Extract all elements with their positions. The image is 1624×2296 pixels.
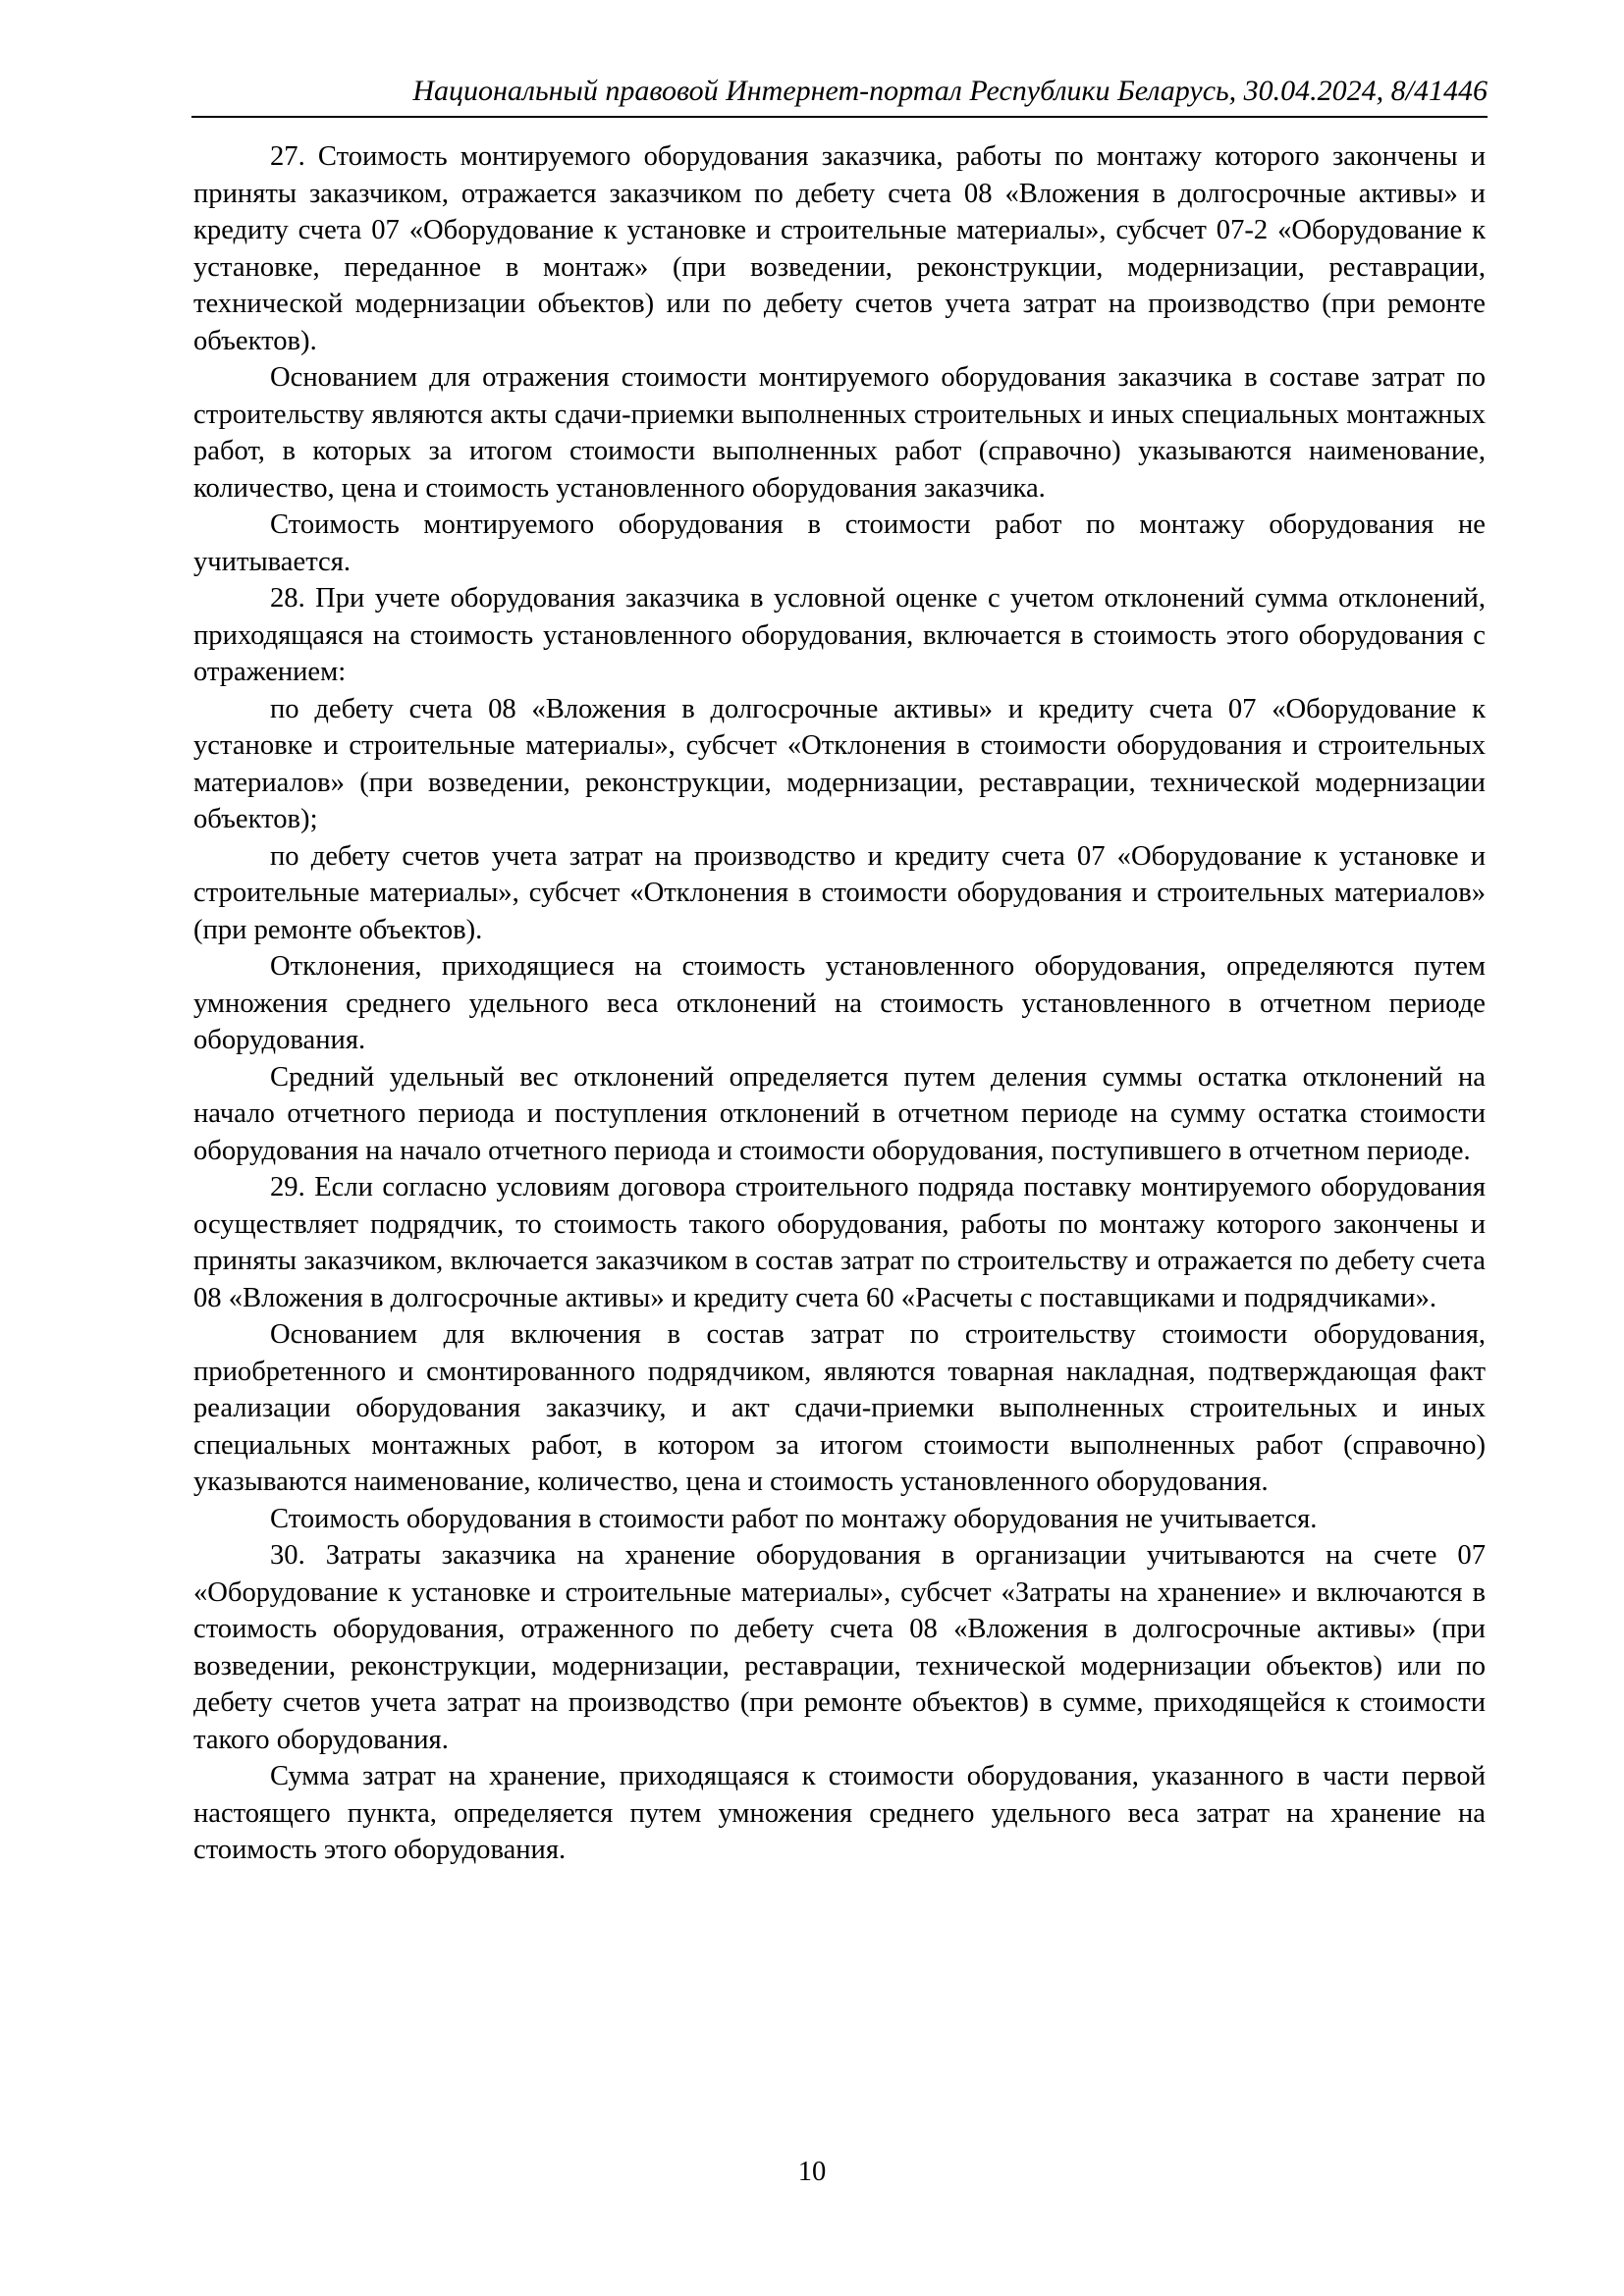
paragraph-27: 27. Стоимость монтируемого оборудования заказчика, работы по монтажу которого закончены и приняты заказчиком, отражается заказчиком по дебету счета 08 «Вложения в долгосрочные активы» и кредиту счета 07 «Оборудование к установке и строительные материалы», субсчет 07-2 «Оборудование к установке, переданное в монтаж» (при возведении, реконструкции, модернизации, реставрации, технической модернизации объектов) или по дебету счетов учета затрат на производство (при ремонте объектов). [193,141,1486,356]
paragraph-27-basis: Основанием для отражения стоимости монтируемого оборудования заказчика в составе затрат по строительству являются акты сдачи-приемки выполненных строительных и иных специальных монтажных работ, в которых за итогом стоимости выполненных работ (справочно) указываются наименование, количество, цена и стоимость установленного оборудования заказчика. [193,362,1486,504]
paragraph-29-basis: Основанием для включения в состав затрат по строительству стоимости оборудования, приобретенного и смонтированного подрядчиком, являются товарная накладная, подтверждающая факт реализации оборудования заказчику, и акт сдачи-приемки выполненных строительных и иных специальных монтажных работ, в котором за итогом стоимости выполненных работ (справочно) указываются наименование, количество, цена и стоимость установленного оборудования. [193,1319,1486,1497]
page-number: 10 [797,2157,827,2187]
paragraph-30-storage-sum: Сумма затрат на хранение, приходящаяся к стоимости оборудования, указанного в части первой настоящего пункта, определяется путем умножения среднего удельного веса затрат на хранение на стоимость этого оборудования. [193,1761,1486,1865]
paragraph-28-average-weight: Средний удельный вес отклонений определяется путем деления суммы остатка отклонений на начало отчетного периода и поступления отклонений в отчетном периоде на сумму остатка стоимости оборудования на начало отчетного периода и стоимости оборудования, поступившего в отчетном периоде. [193,1061,1486,1166]
document-body [193,138,1486,1869]
paragraph-27-exclusion: Стоимость монтируемого оборудования в стоимости работ по монтажу оборудования не учитывается. [193,509,1486,577]
paragraph-28-deviations: Отклонения, приходящиеся на стоимость установленного оборудования, определяются путем умножения среднего удельного веса отклонений на стоимость установленного в отчетном периоде оборудования. [193,951,1486,1055]
paragraph-29-exclusion: Стоимость оборудования в стоимости работ по монтажу оборудования не учитывается. [270,1503,1318,1534]
page-header: Национальный правовой Интернет-портал Республики Беларусь, 30.04.2024, 8/41446 [191,75,1488,118]
paragraph-28-debit-production: по дебету счетов учета затрат на производство и кредиту счета 07 «Оборудование к установке и строительные материалы», субсчет «Отклонения в стоимости оборудования и строительных материалов» (при ремонте объектов). [193,840,1486,945]
paragraph-28-debit-08: по дебету счета 08 «Вложения в долгосрочные активы» и кредиту счета 07 «Оборудование к установке и строительные материалы», субсчет «Отклонения в стоимости оборудования и строительных материалов» (при возведении, реконструкции, модернизации, реставрации, технической модернизации объектов); [193,693,1486,834]
paragraph-30: 30. Затраты заказчика на хранение оборудования в организации учитываются на счете 07 «Оборудование к установке и строительные материалы», субсчет «Затраты на хранение» и включаются в стоимость оборудования, отраженного по дебету счета 08 «Вложения в долгосрочные активы» (при возведении, реконструкции, модернизации, реставрации, технической модернизации объектов) или по дебету счетов учета затрат на производство (при ремонте объектов) в сумме, приходящейся к стоимости такого оборудования. [193,1540,1486,1755]
paragraph-29: 29. Если согласно условиям договора строительного подряда поставку монтируемого оборудования осуществляет подрядчик, то стоимость такого оборудования, работы по монтажу которого закончены и приняты заказчиком, включается заказчиком в состав затрат по строительству и отражается по дебету счета 08 «Вложения в долгосрочные активы» и кредиту счета 60 «Расчеты с поставщиками и подрядчиками». [193,1172,1486,1313]
paragraph-28: 28. При учете оборудования заказчика в условной оценке с учетом отклонений сумма отклонений, приходящаяся на стоимость установленного оборудования, включается в стоимость этого оборудования с отражением: [193,583,1486,687]
